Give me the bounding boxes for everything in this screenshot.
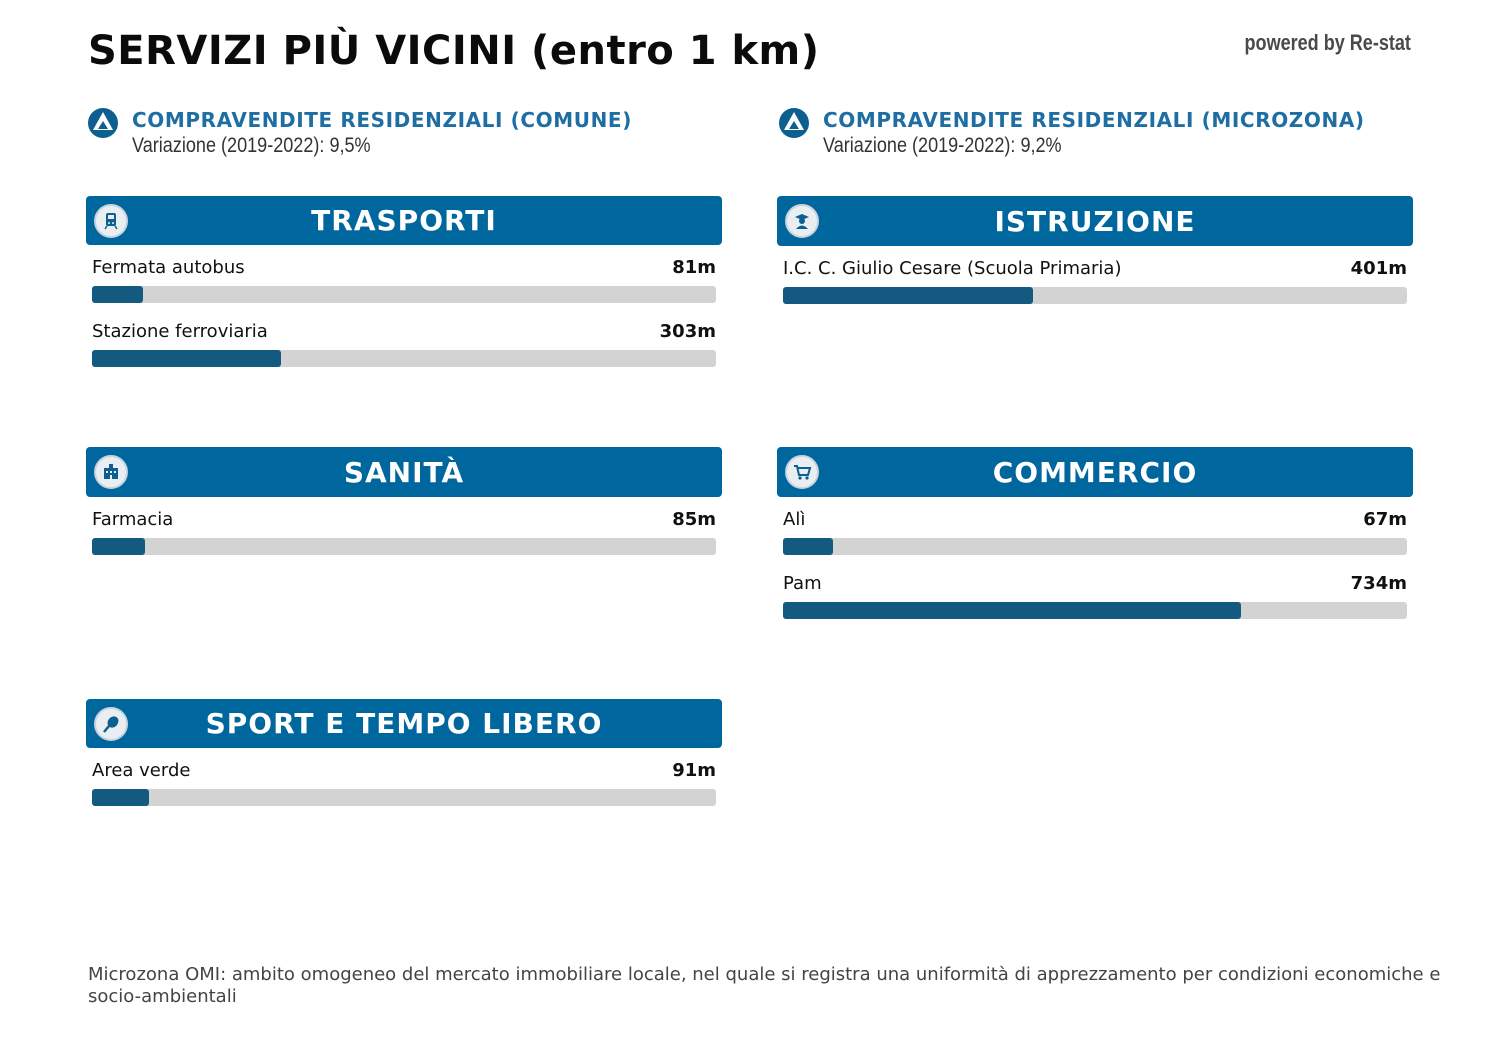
stat-title: COMPRAVENDITE RESIDENZIALI (COMUNE): [132, 108, 632, 132]
category-header: [86, 196, 722, 245]
service-name: Pam: [783, 573, 822, 594]
category-header: [777, 196, 1413, 246]
stat-subtitle: Variazione (2019-2022): 9,2%: [823, 134, 1062, 157]
category-commercio: [777, 447, 1413, 625]
service-item: [92, 748, 716, 812]
powered-by-logo: powered by Re-stat: [1244, 30, 1411, 55]
category-items: [86, 245, 722, 373]
distance-bar-track: [92, 789, 716, 806]
distance-bar-fill: [783, 538, 833, 555]
service-distance: 85m: [672, 509, 716, 530]
category-header: [777, 447, 1413, 497]
category-sport: [86, 699, 722, 812]
category-title: SPORT E TEMPO LIBERO: [205, 707, 603, 740]
service-name: Area verde: [92, 760, 191, 781]
service-item: [783, 246, 1407, 310]
distance-bar-fill: [783, 287, 1033, 304]
service-item: [783, 561, 1407, 625]
stat-subtitle: Variazione (2019-2022): 9,5%: [132, 134, 371, 157]
service-name: I.C. C. Giulio Cesare (Scuola Primaria): [783, 258, 1122, 279]
service-item: [92, 245, 716, 309]
distance-bar-track: [92, 286, 716, 303]
stat-comune: [88, 106, 728, 160]
service-name: Alì: [783, 509, 806, 530]
category-header: [86, 699, 722, 748]
category-items: [86, 748, 722, 812]
service-item: [92, 309, 716, 373]
service-distance: 91m: [672, 760, 716, 781]
distance-bar-track: [783, 538, 1407, 555]
service-distance: 401m: [1350, 258, 1407, 279]
distance-bar-track: [92, 538, 716, 555]
service-name: Farmacia: [92, 509, 174, 530]
shopping-cart-icon: [785, 455, 819, 489]
up-triangle-icon: [779, 108, 809, 138]
distance-bar-track: [783, 602, 1407, 619]
category-istruzione: [777, 196, 1413, 310]
service-distance: 303m: [659, 321, 716, 342]
distance-bar-track: [92, 350, 716, 367]
category-items: [86, 497, 722, 561]
service-distance: 67m: [1363, 509, 1407, 530]
category-title: SANITÀ: [343, 455, 465, 489]
category-items: [777, 246, 1413, 310]
distance-bar-fill: [92, 350, 281, 367]
category-title: ISTRUZIONE: [994, 204, 1196, 238]
category-header: [86, 447, 722, 497]
category-title: TRASPORTI: [311, 204, 497, 237]
distance-bar-track: [783, 287, 1407, 304]
page-title: SERVIZI PIÙ VICINI (entro 1 km): [88, 28, 820, 74]
service-distance: 81m: [672, 257, 716, 278]
service-distance: 734m: [1350, 573, 1407, 594]
stat-title: COMPRAVENDITE RESIDENZIALI (MICROZONA): [823, 108, 1365, 132]
stat-microzona: [779, 106, 1419, 160]
service-name: Fermata autobus: [92, 257, 245, 278]
service-name: Stazione ferroviaria: [92, 321, 268, 342]
distance-bar-fill: [92, 538, 145, 555]
distance-bar-fill: [92, 789, 149, 806]
service-item: [783, 497, 1407, 561]
category-sanita: [86, 447, 722, 561]
service-item: [92, 497, 716, 561]
category-trasporti: [86, 196, 722, 373]
footer-note: Microzona OMI: ambito omogeneo del mercato immobiliare locale, nel quale si registra una uniformità di apprezzamento per condizioni economiche e socio-ambientali: [88, 964, 1441, 1007]
student-icon: [785, 204, 819, 238]
distance-bar-fill: [783, 602, 1241, 619]
distance-bar-fill: [92, 286, 143, 303]
tennis-racket-icon: [94, 707, 128, 741]
train-icon: [94, 204, 128, 238]
hospital-icon: [94, 455, 128, 489]
category-items: [777, 497, 1413, 625]
up-triangle-icon: [88, 108, 118, 138]
category-title: COMMERCIO: [992, 455, 1198, 489]
